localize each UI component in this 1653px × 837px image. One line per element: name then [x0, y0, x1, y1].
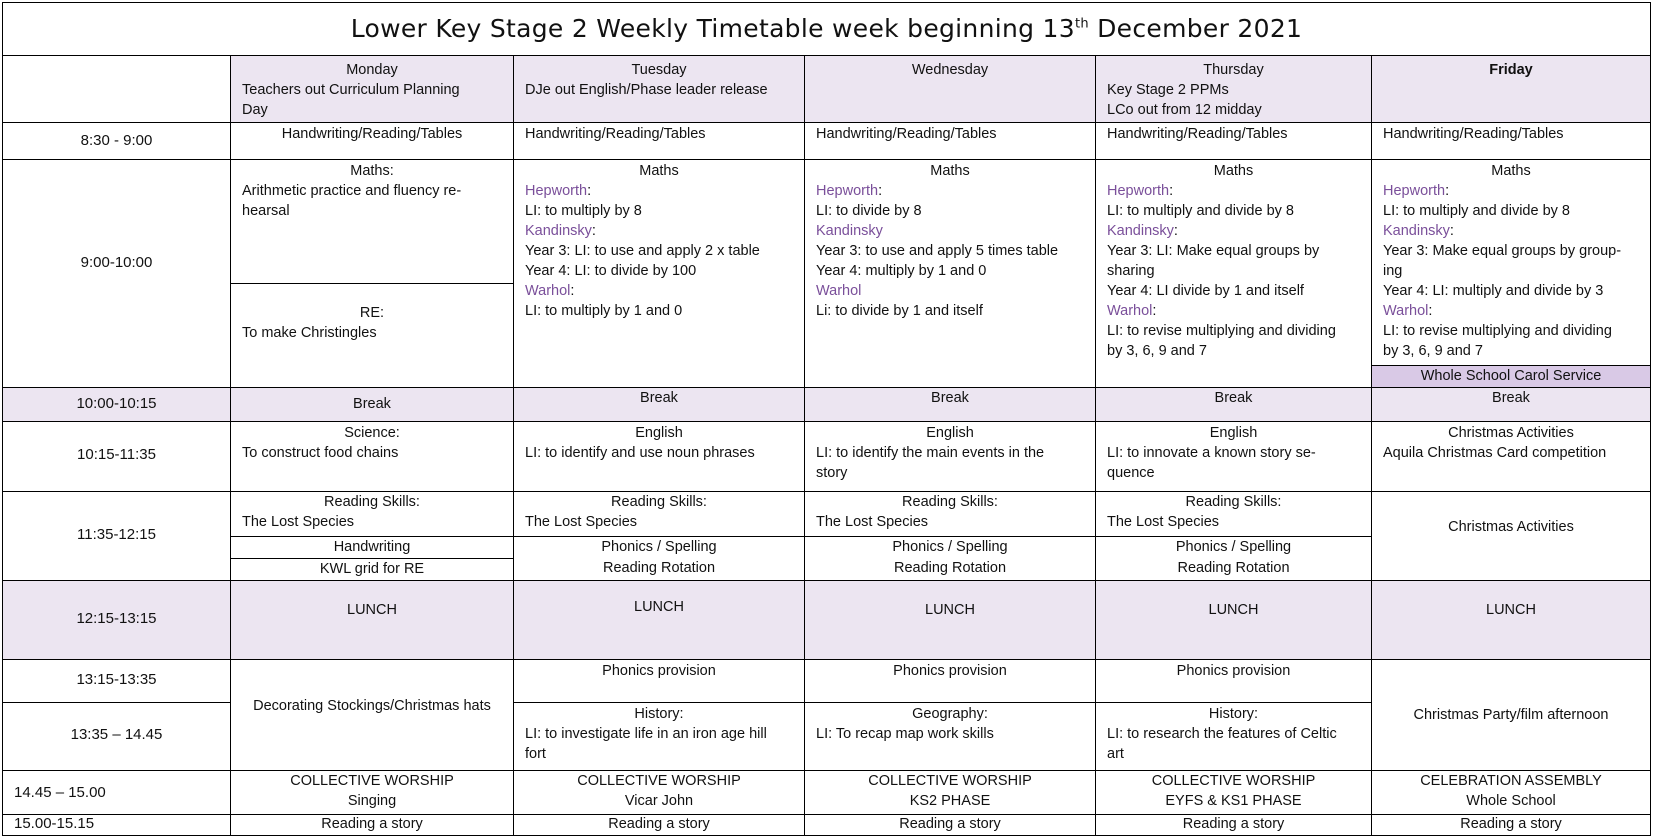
cell: RE: To make Christingles	[230, 283, 514, 388]
cell: Reading Skills: The Lost Species	[513, 491, 805, 537]
cell: Maths Hepworth: LI: to multiply by 8 Kandinsky: Year 3: LI: to use and apply 2 x table Year 4: LI: to divide by 100 Warhol: LI: to multiply by 1 and 0	[513, 159, 805, 388]
time-cell: 9:00-10:00	[2, 159, 231, 388]
lunch-cell: LUNCH	[513, 580, 805, 660]
cell: Geography: LI: To recap map work skills	[804, 702, 1096, 771]
cell: Phonics provision	[513, 659, 805, 703]
break-cell: Break	[1095, 387, 1372, 422]
cell: Handwriting/Reading/Tables	[1095, 122, 1372, 160]
cell: Phonics / Spelling Reading Rotation	[1095, 536, 1372, 581]
title-box	[2, 2, 1651, 56]
lunch-cell: LUNCH	[1095, 580, 1372, 660]
day-note: Teachers out Curriculum Planning	[242, 82, 460, 98]
time-cell: 14.45 – 15.00	[2, 770, 231, 815]
break-cell: Break	[804, 387, 1096, 422]
cell: Reading a story	[1095, 814, 1372, 836]
header-corner	[2, 55, 231, 123]
cell: Phonics / Spelling Reading Rotation	[804, 536, 1096, 581]
cell: Maths Hepworth: LI: to divide by 8 Kandinsky Year 3: to use and apply 5 times table Year 4: multiply by 1 and 0 Warhol Li: to divide by 1 and itself	[804, 159, 1096, 388]
header-wednesday	[804, 55, 1096, 123]
cell: English LI: to identify the main events in the story	[804, 421, 1096, 492]
cell: History: LI: to investigate life in an iron age hill fort	[513, 702, 805, 771]
time-cell: 15.00-15.15	[2, 814, 231, 836]
time-cell: 11:35-12:15	[2, 491, 231, 581]
day-note: Day	[242, 102, 268, 118]
day-note: LCo out from 12 midday	[1107, 102, 1262, 118]
cell: COLLECTIVE WORSHIP KS2 PHASE	[804, 770, 1096, 815]
cell: Reading a story	[804, 814, 1096, 836]
break-cell: Break	[513, 387, 805, 422]
day-name: Wednesday	[911, 62, 989, 78]
break-cell: Break	[1371, 387, 1651, 422]
cell: Handwriting/Reading/Tables	[513, 122, 805, 160]
day-note: Key Stage 2 PPMs	[1107, 82, 1229, 98]
cell: Reading a story	[513, 814, 805, 836]
day-name: Friday	[1489, 62, 1533, 78]
cell: Phonics provision	[1095, 659, 1372, 703]
cell: Christmas Activities Aquila Christmas Card competition	[1371, 421, 1651, 492]
cell: History: LI: to research the features of Celtic art	[1095, 702, 1372, 771]
cell: Reading Skills: The Lost Species	[230, 491, 514, 537]
cell: Reading a story	[1371, 814, 1651, 836]
cell: Christmas Activities	[1371, 491, 1651, 581]
lunch-cell: LUNCH	[804, 580, 1096, 660]
lunch-cell: LUNCH	[230, 580, 514, 660]
day-name: Tuesday	[631, 62, 687, 78]
header-thursday	[1095, 55, 1372, 123]
cell: Reading Skills: The Lost Species	[804, 491, 1096, 537]
cell: English LI: to identify and use noun phrases	[513, 421, 805, 492]
cell: Reading Skills: The Lost Species	[1095, 491, 1372, 537]
header-tuesday	[513, 55, 805, 123]
cell: English LI: to innovate a known story se- quence	[1095, 421, 1372, 492]
cell: Christmas Party/film afternoon	[1371, 659, 1651, 771]
time-cell: 13:35 – 14.45	[2, 702, 231, 771]
cell: Handwriting/Reading/Tables	[804, 122, 1096, 160]
cell: Maths Hepworth: LI: to multiply and divide by 8 Kandinsky: Year 3: LI: Make equal groups by sharing Year 4: LI divide by 1 and itself Warhol: LI: to revise multiplying and dividing by 3, 6, 9 and 7	[1095, 159, 1372, 388]
cell: Science: To construct food chains	[230, 421, 514, 492]
cell: Handwriting/Reading/Tables	[1371, 122, 1651, 160]
cell: Handwriting	[230, 536, 514, 559]
cell: COLLECTIVE WORSHIP Vicar John	[513, 770, 805, 815]
day-name: Thursday	[1203, 62, 1264, 78]
cell: COLLECTIVE WORSHIP EYFS & KS1 PHASE	[1095, 770, 1372, 815]
cell: Maths: Arithmetic practice and fluency re- hearsal	[230, 159, 514, 284]
cell: Phonics provision	[804, 659, 1096, 703]
day-name: Monday	[346, 62, 398, 78]
time-cell: 12:15-13:15	[2, 580, 231, 660]
lunch-cell: LUNCH	[1371, 580, 1651, 660]
cell: Handwriting/Reading/Tables	[230, 122, 514, 160]
time-cell: 10:00-10:15	[2, 387, 231, 422]
time-cell: 10:15-11:35	[2, 421, 231, 492]
cell: Maths Hepworth: LI: to multiply and divide by 8 Kandinsky: Year 3: Make equal groups by group- ing Year 4: LI: multiply and divide by 3 Warhol: LI: to revise multiplying and dividing by 3, 6, 9 and 7	[1371, 159, 1651, 366]
day-note: DJe out English/Phase leader release	[525, 82, 768, 98]
page-title: Lower Key Stage 2 Weekly Timetable week beginning 13th December 2021	[350, 14, 1303, 43]
cell: COLLECTIVE WORSHIP Singing	[230, 770, 514, 815]
cell: CELEBRATION ASSEMBLY Whole School	[1371, 770, 1651, 815]
cell: Decorating Stockings/Christmas hats	[230, 659, 514, 771]
cell: Phonics / Spelling Reading Rotation	[513, 536, 805, 581]
header-monday	[230, 55, 514, 123]
cell: KWL grid for RE	[230, 558, 514, 581]
carol-service-cell: Whole School Carol Service	[1371, 365, 1651, 388]
time-cell: 8:30 - 9:00	[2, 122, 231, 160]
cell: Reading a story	[230, 814, 514, 836]
header-friday	[1371, 55, 1651, 123]
time-cell: 13:15-13:35	[2, 659, 231, 703]
break-cell: Break	[230, 387, 514, 422]
